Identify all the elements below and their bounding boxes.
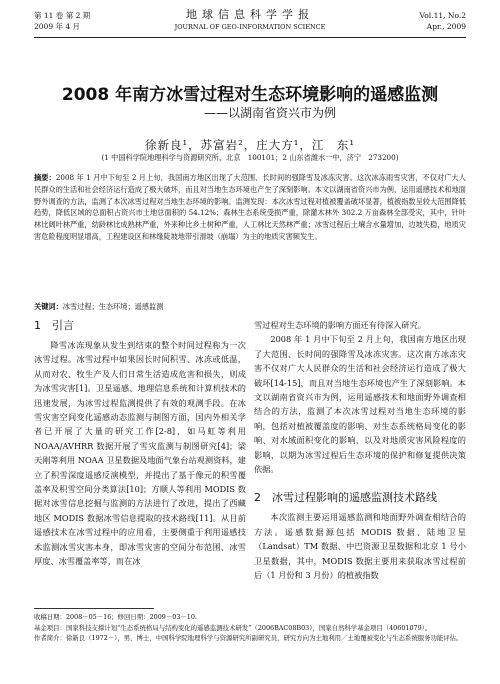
journal-name-cn: 地球信息科学学报 — [186, 8, 314, 21]
abstract-text: 2008 年 1 月中下旬至 2 月上旬，我国南方地区出现了大范围、长时间的强降雪及冰冻灾害。这次冰冻雨雪灾害，不仅对广大人民群众的生活和社会经济运行造成了极大破坏，而且对当地生态环境也产生了深刻影响。本文以湖南省资兴市为例，运用遥感技术和地面野外调查的方法，监测了本次冰雪过程对当地生态环境的影响。监测发现：本次冰雪过程对植被覆盖破坏显著，植被指数呈较大范围降低趋势，降低区域的总面积占资兴市土地总面积的 54.12%；森林生态系统受损严重，除灌木林外 302.2 万亩森林全部受灾，其中，针叶林比阔叶林严重，幼龄林比成熟林严重，外来种比乡土树种严重，人工林比天然林严重；冰雪过程后土壤含水量增加，边坡失稳，地质灾害危险程度明显增高，工程建设区和林缘陡坡地带引滑坡（崩塌）为主的地质灾害频发生。 — [34, 173, 466, 241]
section-2-heading: 2 冰雪过程影响的遥感监测技术路线 — [254, 491, 437, 505]
author-bio: 作者简介：徐新良（1972－），男，博士，中国科学院地理科学与资源研究所副研究员，研究方向为土地利用／土地覆被变化与生态系统服务功能评估。 — [34, 634, 463, 642]
paper-title: 2008 年南方冰雪过程对生态环境影响的遥感监测 — [61, 85, 439, 105]
volume-issue-en: Vol.11, No.2 — [419, 11, 466, 20]
volume-issue: 第 11 卷 第 2 期 — [34, 11, 91, 20]
footnote-rule — [34, 608, 154, 609]
keywords-label: 关键词： — [34, 302, 63, 311]
section-1-heading: 1 引言 — [34, 319, 74, 332]
running-header — [34, 8, 466, 38]
abstract-label: 摘要： — [34, 173, 56, 182]
issue-date-en: Apr., 2009 — [426, 22, 466, 31]
fund-info: 基金项目：国家科技支撑计划“生态系统格局与结构变化的遥感监测技术研发”（2006BAC08B03），国家自然科学基金项目（40601079）。 — [34, 623, 432, 632]
header-rule — [34, 37, 466, 38]
right-column — [254, 318, 466, 583]
issue-info-en — [420, 10, 466, 32]
issue-date: 2009 年 4 月 — [34, 22, 81, 31]
left-column — [34, 318, 246, 569]
continued-paragraph: 雪过程对生态环境的影响方面还有待深入研究。 — [254, 320, 426, 330]
paper-subtitle: ——以湖南省资兴市为例 — [203, 106, 336, 120]
section-1-paragraph-2: 2008 年 1 月中下旬至 2 月上旬，我国南方地区出现了大范围、长时间的强降雪及冰冻灾害。这次南方冰冻灾害不仅对广大人民群众的生活和社会经济运行造成了极大破坏[14-15]，而且对当地生态环境也产生了深刻影响。本文以湖南省资兴市为例，运用遥感技术和地面野外调查相结合的方法，监测了本次冰雪过程对当地生态环境的影响，包括对植被覆盖度的影响、对生态系统格局变化的影响、对水域面积变化的影响，以及对地质灾害风险程度的影响，以期为冰雪过程后生态环境的保护和修复提供决策依据。 — [254, 334, 466, 475]
author-list: 徐新良¹，苏富岩²，庄大方¹，江 东¹ — [145, 138, 355, 152]
section-1-paragraph: 降雪冰冻现象从发生到结束的整个时间过程称为一次冰雪过程。冰雪过程中如果因长时间积雪、冰冻或低温，从而对农、牧生产及人们日常生活造成危害和损失，则成为冰雪灾害[1]。卫星遥感、地理信息系统和计算机技术的迅速发展，为冰雪过程监测提供了有效的观测手段。在冰雪灾害空间变化遥感动态监测与制图方面，国内外相关学者已开展了大量的研究工作[2-8]，如马虹等利用 NOAA/AVHRR 数据开展了雪灾监测与制图研究[4]；梁天刚等利用 NOAA 卫星数据及地面气象台站观测资料，建立了积雪深度遥感反演模型，并提出了基于像元的积雪覆盖率及积雪空间分类算法[10]；方顺人等利用 MODIS 数据对冰雪信息挖掘与监测的方法进行了改进，提出了西藏地区 MODIS 数据冰雪信息提取的技术路线[11]。从目前遥感技术在冰雪过程中的应用看，主要侧重于利用遥感技术监测冰雪灾害本身，即冰雪灾害的空间分布范围、冰雪厚度、冰雪覆盖率等，而在冰 — [34, 340, 246, 567]
received-date: 收稿日期：2008－05－16；修回日期：2009－03－10. — [34, 613, 197, 621]
section-2-paragraph: 本次监测主要运用遥感监测和地面野外调查相结合的方法。遥感数据源包括 MODIS 数据、陆地卫星（Landsat）TM 数据、中巴资源卫星数据和北京 1 号小卫星数据，其中，MODIS 数据主要用来获取冰雪过程前后（1 月份和 3 月份）的植被指数 — [254, 512, 466, 581]
keywords — [34, 302, 466, 312]
abstract — [34, 172, 466, 243]
footnotes — [34, 612, 466, 644]
keywords-text: 冰雪过程；生态环境；遥感监测 — [62, 302, 164, 311]
journal-name — [34, 8, 466, 32]
journal-name-en: JOURNAL OF GEO-INFORMATION SCIENCE — [174, 23, 326, 31]
affiliations: (1 中国科学院地理科学与资源研究所，北京 100101；2 山东省潍水一中，济宁 273200) — [101, 153, 399, 162]
